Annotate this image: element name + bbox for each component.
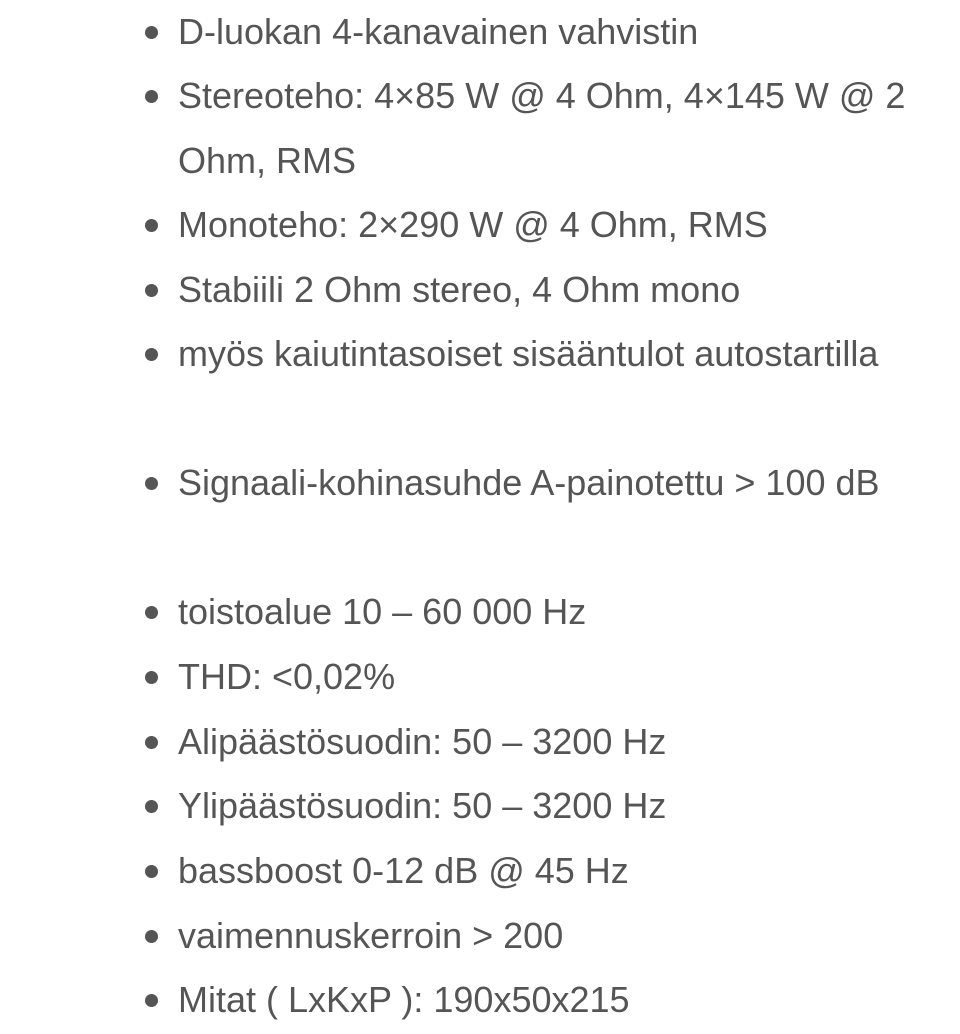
list-item — [178, 322, 908, 387]
bullet-icon — [145, 477, 158, 490]
list-item-text: Monoteho: 2×290 W @ 4 Ohm, RMS — [178, 204, 768, 245]
list-item-text: Signaali-kohinasuhde A-painotettu > 100 dB — [178, 462, 880, 503]
list-item — [178, 258, 908, 323]
list-item — [178, 904, 908, 969]
list-item — [178, 64, 908, 193]
bullet-icon — [145, 348, 158, 361]
list-item-text: vaimennuskerroin > 200 — [178, 915, 564, 956]
list-item — [178, 451, 908, 516]
list-item — [178, 774, 908, 839]
bullet-icon — [145, 930, 158, 943]
list-item — [178, 0, 908, 65]
bullet-icon — [145, 800, 158, 813]
bullet-icon — [145, 865, 158, 878]
bullet-icon — [145, 994, 158, 1007]
list-item — [178, 710, 908, 775]
list-item-text: bassboost 0-12 dB @ 45 Hz — [178, 850, 629, 891]
bullet-icon — [145, 284, 158, 297]
list-item-text: Stereoteho: 4×85 W @ 4 Ohm, 4×145 W @ 2 Ohm, RMS — [178, 75, 906, 181]
list-item-text: Ylipäästösuodin: 50 – 3200 Hz — [178, 785, 667, 826]
list-item-text: THD: <0,02% — [178, 656, 396, 697]
bullet-icon — [145, 90, 158, 103]
bullet-icon — [145, 671, 158, 684]
bullet-icon — [145, 26, 158, 39]
list-item-text: D-luokan 4-kanavainen vahvistin — [178, 11, 699, 52]
list-item-text: Stabiili 2 Ohm stereo, 4 Ohm mono — [178, 269, 741, 310]
list-item — [178, 839, 908, 904]
bullet-icon — [145, 606, 158, 619]
list-item-text: toistoalue 10 – 60 000 Hz — [178, 591, 587, 632]
list-item — [178, 580, 908, 645]
list-item-text: Alipäästösuodin: 50 – 3200 Hz — [178, 721, 667, 762]
list-item-text: Mitat ( LxKxP ): 190x50x215 — [178, 979, 630, 1020]
bullet-icon — [145, 736, 158, 749]
bullet-icon — [145, 219, 158, 232]
list-item-text: myös kaiutintasoiset sisääntulot autostartilla — [178, 333, 879, 374]
list-item — [178, 968, 908, 1033]
list-item — [178, 645, 908, 710]
list-item — [178, 193, 908, 258]
